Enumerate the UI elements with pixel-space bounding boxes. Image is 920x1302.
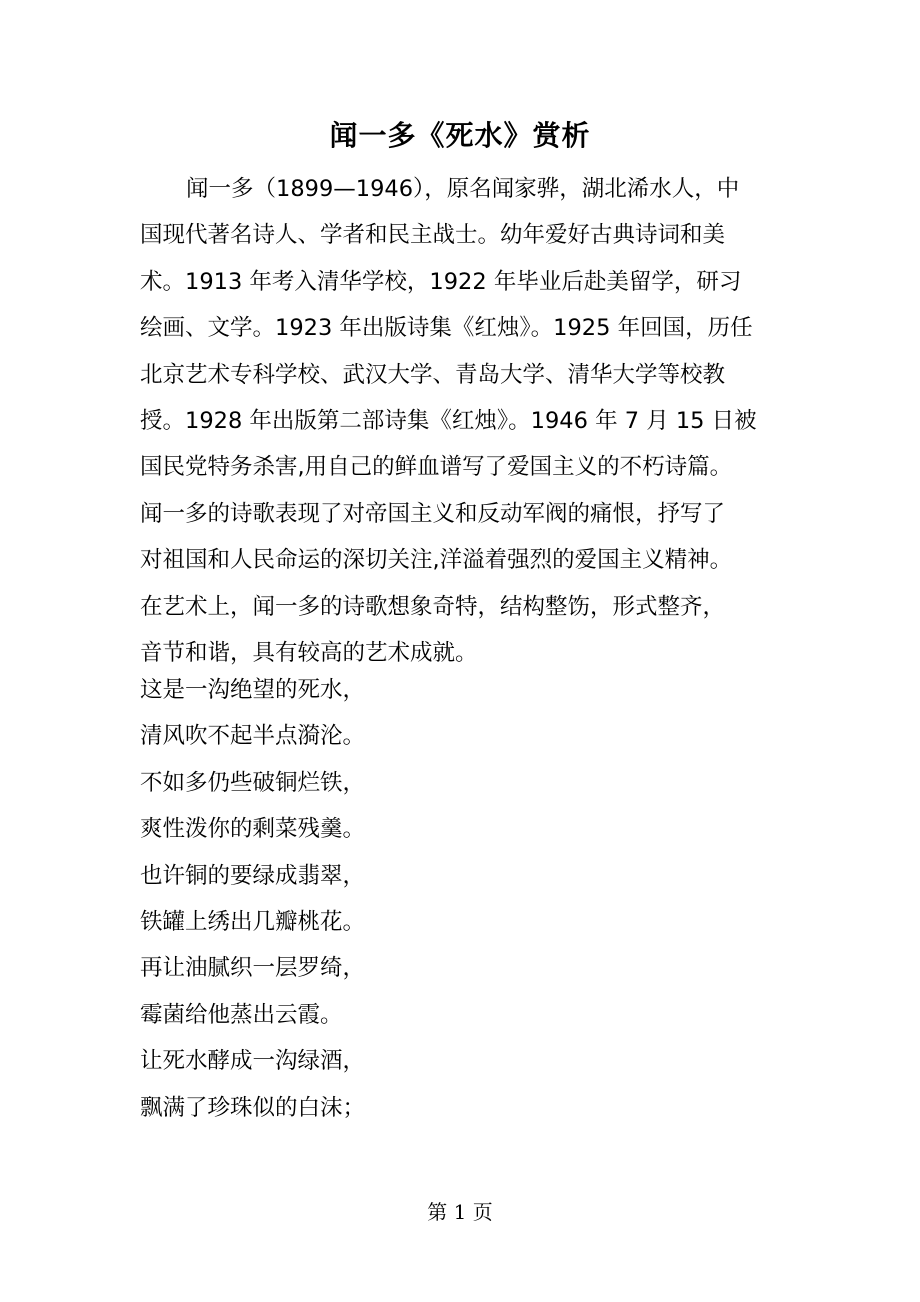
poem-line: 也许铜的要绿成翡翠，: [140, 862, 366, 889]
paragraph-line: 国现代著名诗人、学者和民主战士。幼年爱好古典诗词和美: [140, 222, 726, 249]
paragraph-line: 在艺术上，闻一多的诗歌想象奇特，结构整饬，形式整齐，: [140, 593, 726, 620]
poem-text: [140, 667, 780, 1131]
poem-line: 铁罐上绣出几瓣桃花。: [140, 908, 366, 935]
paragraph-line: 闻一多（1899—1946），原名闻家骅，湖北浠水人，中: [186, 176, 740, 202]
intro-paragraph: [140, 166, 780, 676]
paragraph-line: 国民党特务杀害,用自己的鲜血谱写了爱国主义的不朽诗篇。: [140, 454, 733, 481]
poem-line: 爽性泼你的剩菜残羹。: [140, 816, 366, 843]
poem-line: 再让油腻织一层罗绮，: [140, 955, 366, 982]
paragraph-line: 闻一多的诗歌表现了对帝国主义和反动军阀的痛恨，抒写了: [140, 500, 726, 527]
paragraph-line: 术。1913 年考入清华学校，1922 年毕业后赴美留学，研习: [140, 268, 742, 295]
document-title: 闻一多《死水》赏析: [329, 119, 591, 152]
poem-line: 让死水酵成一沟绿酒，: [140, 1048, 366, 1075]
poem-line: 这是一沟绝望的死水，: [140, 677, 366, 703]
paragraph-line: 授。1928 年出版第二部诗集《红烛》。1946 年 7 月 15 日被: [140, 407, 757, 434]
poem-line: 清风吹不起半点漪沦。: [140, 723, 366, 750]
page-number: 第 1 页: [427, 1200, 493, 1224]
poem-line: 飘满了珍珠似的白沫；: [140, 1094, 366, 1121]
poem-line: 霉菌给他蒸出云霞。: [140, 1001, 343, 1028]
paragraph-line: 北京艺术专科学校、武汉大学、青岛大学、清华大学等校教: [140, 361, 726, 388]
paragraph-line: 绘画、文学。1923 年出版诗集《红烛》。1925 年回国，历任: [140, 315, 753, 342]
paragraph-line: 音节和谐，具有较高的艺术成就。: [140, 639, 478, 666]
paragraph-line: 对祖国和人民命运的深切关注,洋溢着强烈的爱国主义精神。: [140, 547, 733, 574]
poem-line: 不如多仍些破铜烂铁，: [140, 769, 366, 796]
